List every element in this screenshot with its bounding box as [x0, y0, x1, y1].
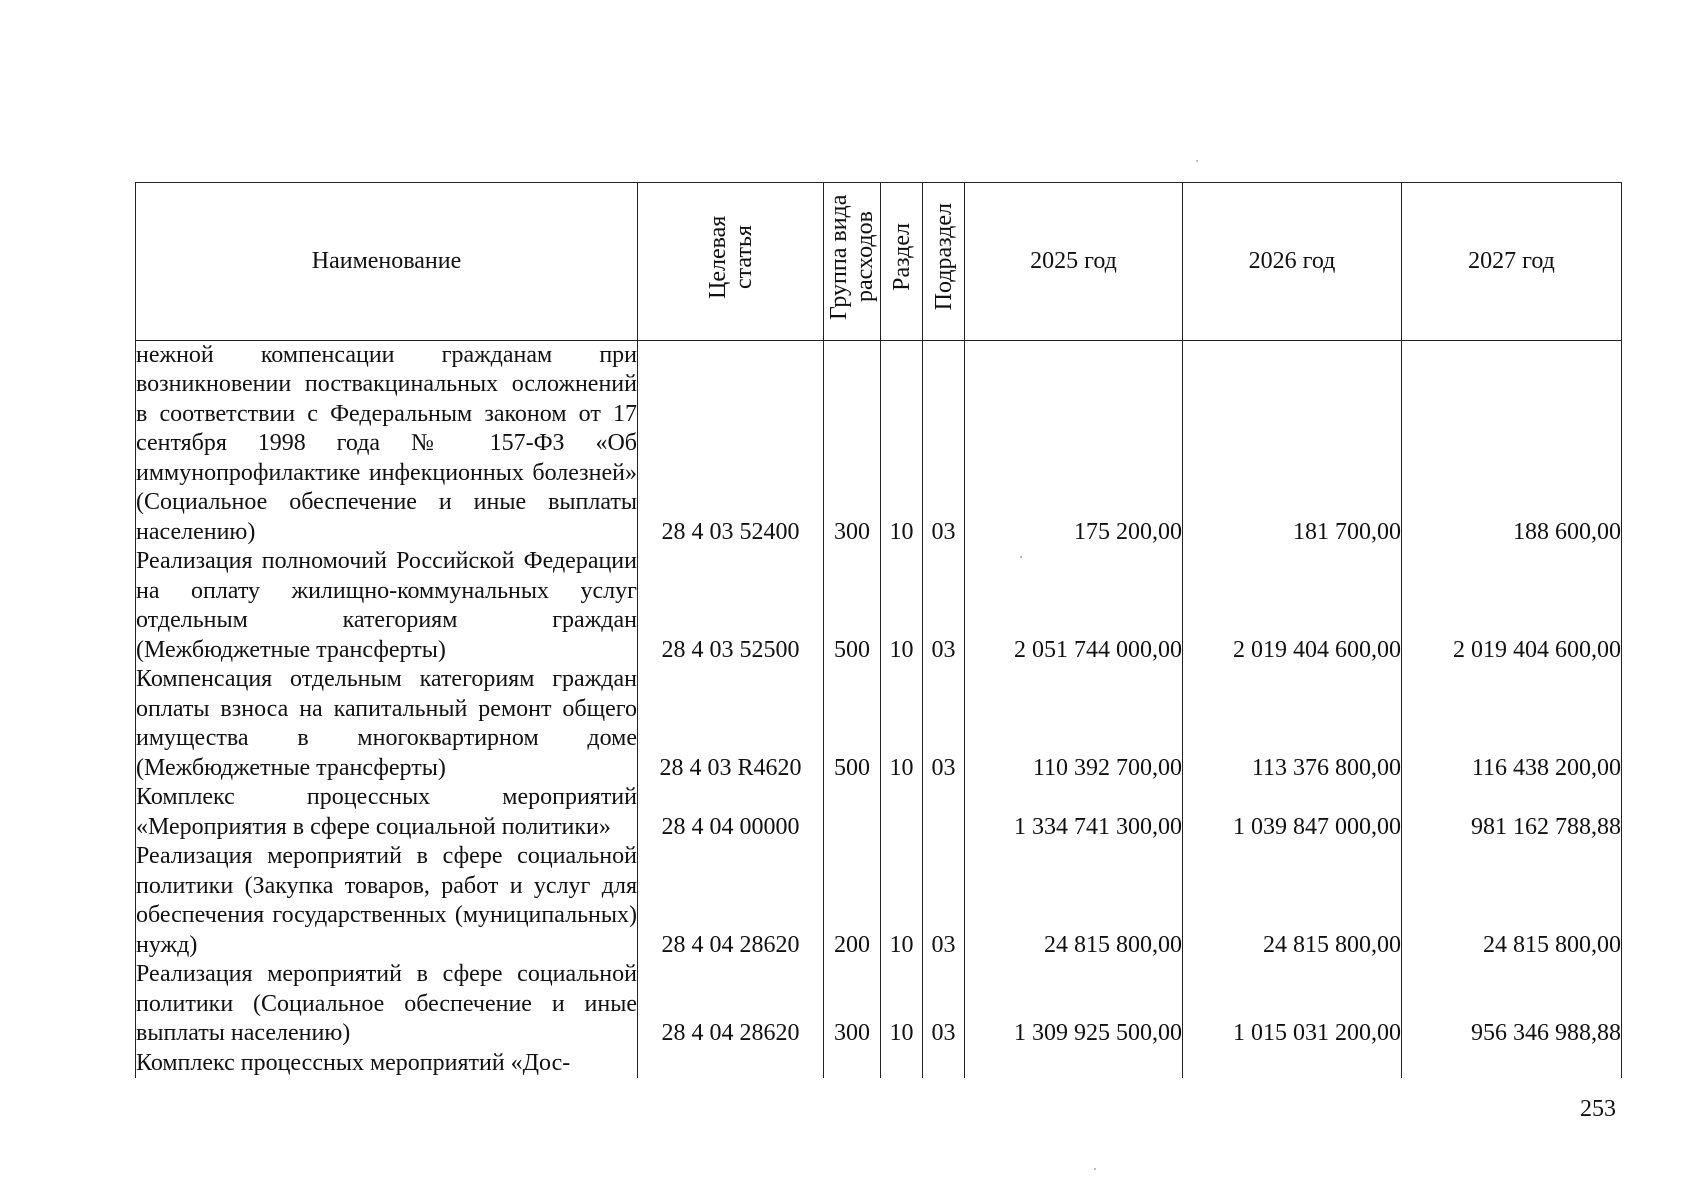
row-subsection: 03	[923, 340, 965, 547]
row-name-text: Реализация мероприятий в сфере социальной политики (Социальное обеспечение и иные выплаты населению)	[136, 961, 637, 1046]
header-target-article-text: Целевая статья	[704, 215, 757, 299]
row-group: 500	[824, 547, 881, 665]
row-amount-2027: 956 346 988,88	[1402, 960, 1622, 1049]
row-section: 10	[881, 340, 923, 547]
row-group: 300	[824, 340, 881, 547]
row-section: 10	[881, 960, 923, 1049]
row-code: 28 4 04 28620	[638, 960, 824, 1049]
row-amount-2027: 981 162 788,88	[1402, 783, 1622, 842]
row-name-text: нежной компенсации гражданам при возникновении поствакцинальных осложнений в соответствии с Федеральным законом от 17 сентября 1998 года № 157-ФЗ «Об иммунопрофилактике инфекционных болезней» (Социальное обеспечение и иные выплаты населению)	[136, 341, 637, 545]
header-expense-group	[824, 183, 881, 341]
scan-speck	[1094, 1168, 1096, 1170]
row-code: 28 4 03 52500	[638, 547, 824, 665]
row-amount-2026: 181 700,00	[1183, 340, 1402, 547]
row-subsection: 03	[923, 960, 965, 1049]
row-amount-2026: 2 019 404 600,00	[1183, 547, 1402, 665]
table-row	[136, 665, 1622, 783]
row-group: 500	[824, 665, 881, 783]
header-year-2025: 2025 год	[965, 183, 1183, 341]
row-subsection: 03	[923, 842, 965, 960]
table-row	[136, 340, 1622, 547]
row-code: 28 4 03 52400	[638, 340, 824, 547]
row-amount-2025: 24 815 800,00	[965, 842, 1183, 960]
row-section: 10	[881, 842, 923, 960]
header-subsection	[923, 183, 965, 341]
table-row	[136, 547, 1622, 665]
row-name	[136, 665, 638, 783]
row-name-text: Компенсация отдельным категориям граждан оплаты взноса на капитальный ремонт общего имущества в многоквартирном доме (Межбюджетные трансферты)	[136, 666, 637, 781]
header-name: Наименование	[136, 183, 638, 341]
table-row	[136, 1049, 1622, 1079]
row-amount-2026: 113 376 800,00	[1183, 665, 1402, 783]
row-code: 28 4 03 R4620	[638, 665, 824, 783]
row-amount-2027: 24 815 800,00	[1402, 842, 1622, 960]
table-header-row	[136, 183, 1622, 341]
row-name	[136, 547, 638, 665]
row-section	[881, 783, 923, 842]
row-group	[824, 783, 881, 842]
row-name	[136, 960, 638, 1049]
header-section-text: Раздел	[888, 223, 915, 291]
scan-speck	[1196, 160, 1198, 162]
row-name-text: Реализация полномочий Российской Федерации на оплату жилищно-коммунальных услуг отдельным категориям граждан (Межбюджетные трансферты)	[136, 548, 637, 663]
row-name	[136, 842, 638, 960]
row-section	[881, 1049, 923, 1079]
row-name-text: Реализация мероприятий в сфере социальной политики (Закупка товаров, работ и услуг для обеспечения государственных (муниципальных) нужд)	[136, 843, 637, 958]
row-amount-2025: 2 051 744 000,00	[965, 547, 1183, 665]
row-amount-2025: 175 200,00	[965, 340, 1183, 547]
row-amount-2027: 2 019 404 600,00	[1402, 547, 1622, 665]
page-number: 253	[1580, 1096, 1616, 1122]
row-subsection	[923, 1049, 965, 1079]
header-subsection-text: Подраздел	[930, 203, 957, 311]
scan-speck	[1020, 556, 1022, 558]
row-name-text: Комплекс процессных мероприятий «Дос-	[136, 1049, 571, 1076]
header-year-2026: 2026 год	[1183, 183, 1402, 341]
row-group: 200	[824, 842, 881, 960]
row-amount-2026: 1 015 031 200,00	[1183, 960, 1402, 1049]
header-expense-group-text: Группа вида расходов	[826, 194, 878, 320]
row-amount-2025: 1 334 741 300,00	[965, 783, 1183, 842]
row-subsection	[923, 783, 965, 842]
row-amount-2027	[1402, 1049, 1622, 1079]
row-name	[136, 340, 638, 547]
row-amount-2027: 188 600,00	[1402, 340, 1622, 547]
header-section	[881, 183, 923, 341]
row-code: 28 4 04 00000	[638, 783, 824, 842]
row-subsection: 03	[923, 547, 965, 665]
row-name	[136, 1049, 638, 1079]
row-code	[638, 1049, 824, 1079]
table-row	[136, 783, 1622, 842]
row-code: 28 4 04 28620	[638, 842, 824, 960]
row-section: 10	[881, 547, 923, 665]
header-year-2027: 2027 год	[1402, 183, 1622, 341]
row-amount-2026	[1183, 1049, 1402, 1079]
header-target-article	[638, 183, 824, 341]
row-amount-2027: 116 438 200,00	[1402, 665, 1622, 783]
row-amount-2025: 110 392 700,00	[965, 665, 1183, 783]
budget-table	[135, 182, 1622, 1078]
table-row	[136, 842, 1622, 960]
row-section: 10	[881, 665, 923, 783]
row-name	[136, 783, 638, 842]
row-name-text: Комплекс процессных мероприятий «Мероприятия в сфере социальной политики»	[136, 784, 637, 840]
row-amount-2025	[965, 1049, 1183, 1079]
row-subsection: 03	[923, 665, 965, 783]
row-group	[824, 1049, 881, 1079]
row-group: 300	[824, 960, 881, 1049]
table-row	[136, 960, 1622, 1049]
row-amount-2025: 1 309 925 500,00	[965, 960, 1183, 1049]
row-amount-2026: 1 039 847 000,00	[1183, 783, 1402, 842]
row-amount-2026: 24 815 800,00	[1183, 842, 1402, 960]
